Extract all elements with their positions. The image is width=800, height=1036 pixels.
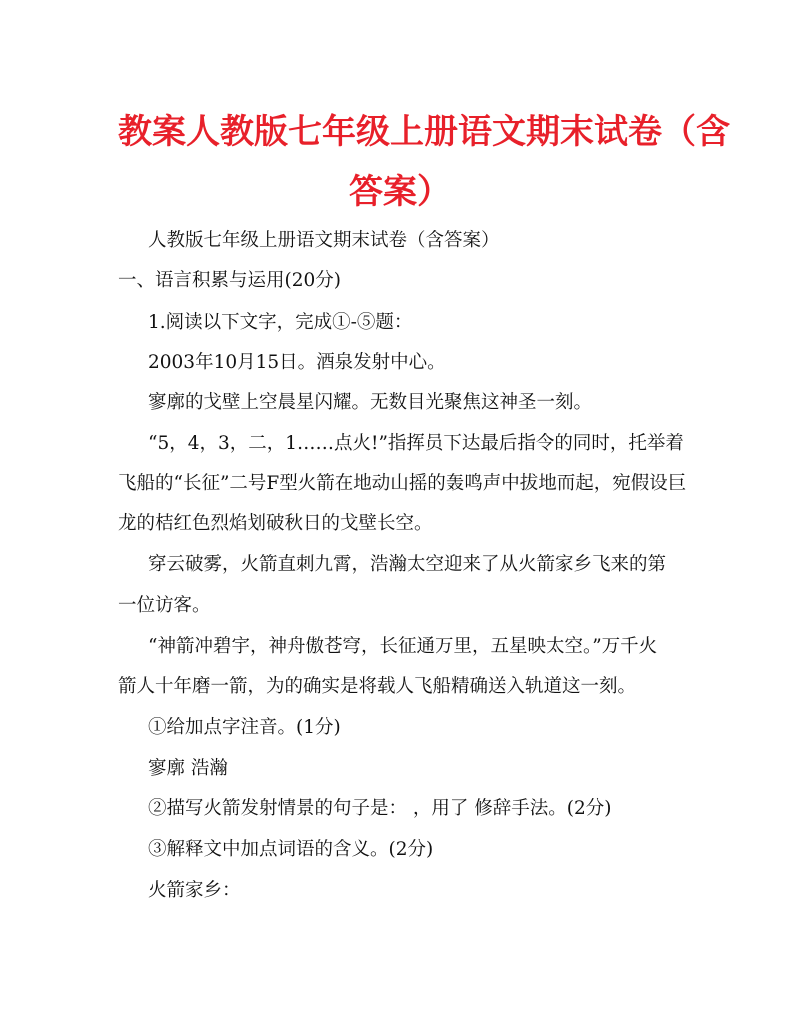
document-title-line-1: 教案人教版七年级上册语文期末试卷（含 [118, 112, 730, 152]
paragraph-date: 2003年10月15日。酒泉发射中心。 [148, 352, 446, 373]
sub-question-3: ③解释文中加点词语的含义。(2分) [148, 839, 434, 860]
question-intro: 1.阅读以下文字，完成①-⑤题： [148, 312, 413, 333]
paragraph-verse-line-1: “神箭冲碧宇，神舟傲苍穹，长征通万里，五星映太空。”万千火 [148, 636, 658, 657]
sub-question-2: ②描写火箭发射情景的句子是： ，用了 修辞手法。(2分) [148, 798, 612, 819]
sub-question-1-words: 寥廓 浩瀚 [148, 758, 228, 779]
document-title-line-2: 答案） [349, 172, 451, 212]
paragraph-countdown-line-3: 龙的桔红色烈焰划破秋日的戈壁长空。 [118, 513, 433, 534]
paragraph-space-line-1: 穿云破雾，火箭直刺九霄，浩瀚太空迎来了从火箭家乡飞来的第 [148, 554, 667, 575]
sub-question-3-term: 火箭家乡： [148, 880, 241, 901]
paragraph-countdown-line-1: “5，4，3，二，1……点火!”指挥员下达最后指令的同时，托举着 [148, 433, 684, 454]
paragraph-space-line-2: 一位访客。 [118, 595, 211, 616]
paragraph-sky: 寥廓的戈壁上空晨星闪耀。无数目光聚焦这神圣一刻。 [148, 392, 593, 413]
paragraph-countdown-line-2: 飞船的“长征”二号F型火箭在地动山摇的轰鸣声中拔地而起，宛假设巨 [118, 473, 687, 494]
section-heading: 一、语言积累与运用(20分) [118, 270, 341, 291]
subtitle: 人教版七年级上册语文期末试卷（含答案） [148, 230, 500, 251]
sub-question-1: ①给加点字注音。(1分) [148, 717, 341, 738]
paragraph-verse-line-2: 箭人十年磨一箭，为的确实是将载人飞船精确送入轨道这一刻。 [118, 676, 637, 697]
